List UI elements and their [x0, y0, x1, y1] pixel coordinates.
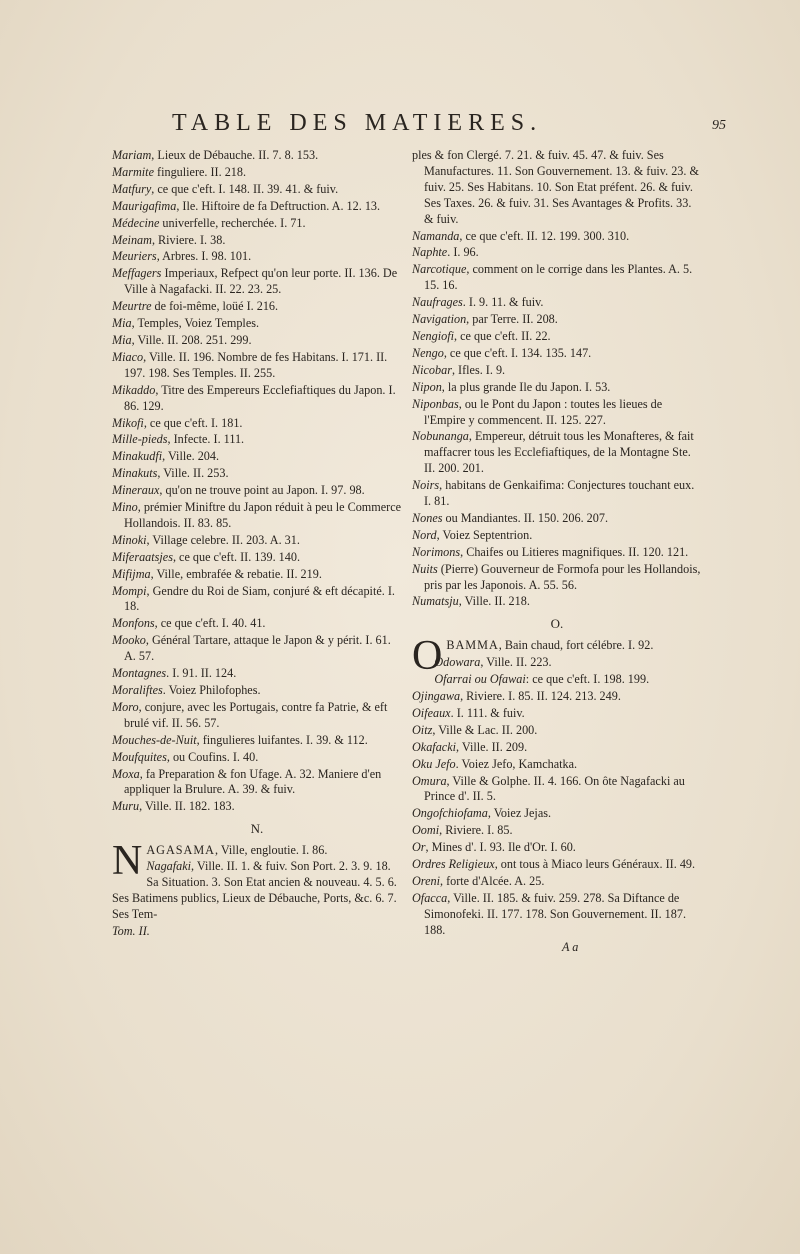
entry-heading: Marmite	[112, 164, 154, 179]
entry-text: : ce que c'eft. I. 198. 199.	[525, 672, 650, 687]
entry-heading: Miferaatsjes	[112, 549, 173, 564]
entry-heading: Mompi	[112, 583, 147, 598]
entry-text: , Ville. II. 209.	[456, 739, 528, 754]
index-entry	[112, 633, 402, 665]
index-entry	[112, 316, 402, 332]
entry-heading: Niponbas	[412, 396, 459, 411]
entry-text: , Riviere. I. 85. II. 124. 213. 249.	[460, 689, 621, 703]
index-entry	[112, 299, 402, 315]
index-entry	[112, 350, 402, 382]
index-entry	[412, 528, 702, 544]
entry-heading: Oifeaux	[412, 705, 451, 720]
entry-text: , Voiez Septentrion.	[436, 527, 533, 542]
left-column	[112, 148, 402, 940]
index-entry	[112, 550, 402, 566]
entry-heading: Okafacki	[412, 739, 456, 754]
index-entry	[112, 799, 402, 815]
index-entry	[112, 165, 402, 181]
entry-heading: Moro	[112, 699, 139, 714]
page-number: 95	[712, 118, 726, 133]
entry-heading: Nagafaki	[146, 859, 192, 874]
signature-mark: A a	[562, 939, 579, 954]
entry-lead: AGASAMA	[146, 843, 215, 858]
entry-heading: Nengiofi	[412, 328, 454, 343]
entry-text: ples & fon Clergé. 7. 21. & fuiv. 45. 47. & fuiv. Ses Manufactures. 11. Son Gouvernement. 13. & fuiv. 23. & fuiv. 25. Ses Habitans. 10. Son Etat préfent. 26. & fuiv. Ses Taxes. 26. & fuiv. 31. Ses Avantages & Profits. 33. & fuiv.	[412, 148, 699, 226]
index-entry	[112, 666, 402, 682]
entry-heading: Nord	[412, 527, 437, 542]
index-entry	[412, 874, 702, 890]
entry-heading: Muru	[112, 799, 140, 814]
section-letter-n: N.	[250, 821, 264, 837]
entry-text: . Voiez Philofophes.	[162, 683, 261, 697]
index-entry	[112, 733, 402, 749]
entry-text: , Ile. Hiftoire de fa Deftruction. A. 12. 13.	[176, 198, 381, 213]
entry-heading: Meurtre	[112, 299, 152, 314]
entry-heading: Mouches-de-Nuit	[112, 732, 197, 747]
index-entry	[112, 249, 402, 265]
entry-text: , Gendre du Roi de Siam, conjuré & eft décapité. I. 18.	[124, 583, 395, 614]
entry-text: , la plus grande Ile du Japon. I. 53.	[441, 379, 611, 394]
volume-footer: Tom. II.	[112, 923, 150, 938]
entry-text: , conjure, avec les Portugais, contre fa Patrie, & eft brulé vif. II. 56. 57.	[124, 699, 388, 730]
entry-text: , ce que c'eft. II. 22.	[453, 328, 551, 343]
entry-text: , ce que c'eft. I. 134. 135. 147.	[443, 345, 592, 360]
entry-heading: Mia	[112, 332, 132, 347]
index-entry	[112, 466, 402, 482]
page-title: TABLE DES MATIERES.	[172, 110, 543, 136]
entry-heading: Oku Jefo	[412, 756, 456, 771]
entry-text: , Voiez Jejas.	[487, 806, 552, 821]
entry-heading: Ofacca	[412, 890, 448, 905]
index-entry	[112, 266, 402, 298]
entry-heading: Oitz	[412, 722, 433, 737]
section-letter-o: O.	[550, 616, 564, 632]
index-entry	[412, 562, 702, 594]
index-entry	[412, 245, 702, 261]
entry-text: , Ville & Lac. II. 200.	[432, 722, 538, 737]
entry-text: , Ville. II. 1. & fuiv. Son Port. 2. 3. 9. 18. Sa Situation. 3. Son Etat ancien & nouveau. 4. 5. 6. Ses Batimens publics, Lieux de Débauche, Ports, &c. 6. 7. Ses Tem-	[112, 859, 397, 921]
index-entry	[112, 750, 402, 766]
entry-text: Imperiaux, Refpect qu'on leur porte. II. 136. De Ville à Nagafacki. II. 22. 23. 25.	[124, 266, 398, 297]
entry-text: , ce que c'eft. I. 148. II. 39. 41. & fuiv.	[151, 181, 339, 196]
entry-heading: Médecine	[112, 215, 160, 230]
entry-text: (Pierre) Gouverneur de Formofa pour les Hollandois, pris par les Japonois. A. 55. 56.	[424, 561, 701, 592]
entry-heading: Nicobar	[412, 362, 452, 377]
index-entry	[112, 533, 402, 549]
entry-text: . Voiez Jefo, Kamchatka.	[455, 756, 578, 771]
entry-text: , ce que c'eft. II. 12. 199. 300. 310.	[459, 228, 630, 243]
index-entry	[112, 700, 402, 732]
entry-heading: Nengo	[412, 345, 444, 360]
entry-heading: Minakuts	[112, 466, 158, 481]
entry-text: , Ville, engloutie. I. 86.	[214, 843, 328, 858]
index-entry	[412, 148, 702, 228]
index-entry	[112, 148, 402, 164]
index-entry	[412, 478, 702, 510]
entry-heading: Ordres Religieux	[412, 857, 495, 872]
index-entry	[112, 767, 402, 799]
entry-text: . I. 96.	[447, 245, 479, 260]
index-entry	[412, 891, 702, 939]
index-entry	[412, 380, 702, 396]
index-entry	[112, 233, 402, 249]
index-entry	[412, 740, 702, 756]
entry-heading: Meffagers	[112, 266, 162, 281]
index-entry	[112, 199, 402, 215]
index-entry	[412, 363, 702, 379]
entry-heading: Nones	[412, 510, 443, 525]
entry-text: , Mines d'. I. 93. Ile d'Or. I. 60.	[425, 840, 576, 855]
entry-text: , forte d'Alcée. A. 25.	[439, 873, 545, 888]
entry-heading: Mifijma	[112, 566, 151, 581]
entry-heading: Norimons	[412, 544, 461, 559]
index-entry	[412, 706, 702, 722]
entry-heading: Maurigafima	[112, 198, 177, 213]
entry-text: , ce que c'eft. I. 40. 41.	[154, 616, 266, 631]
entry-text: , ou le Pont du Japon : toutes les lieues de l'Empire y commencent. II. 125. 227.	[424, 396, 663, 427]
entry-text: ou Mandiantes. II. 150. 206. 207.	[442, 510, 608, 525]
entry-heading: Mino	[112, 500, 138, 515]
entry-text: , Général Tartare, attaque le Japon & y périt. I. 61. A. 57.	[124, 633, 391, 664]
index-entry	[412, 857, 702, 873]
index-entry	[112, 432, 402, 448]
dropcap-n: N	[112, 838, 143, 885]
page-header	[0, 110, 800, 140]
entry-heading: Ongofchiofama	[412, 806, 488, 821]
index-entry	[412, 774, 702, 806]
entry-heading: Narcotique	[412, 262, 467, 277]
signature-footer	[412, 940, 702, 956]
entry-heading: Meuriers	[112, 249, 157, 264]
index-entry	[112, 616, 402, 632]
entry-text: , Ville. II. 185. & fuiv. 259. 278. Sa Diftance de Simonofeki. II. 177. 178. Son Gouvernement. II. 187. 188.	[424, 890, 686, 937]
index-entry	[112, 333, 402, 349]
entry-heading: Mikofi	[112, 415, 144, 430]
entry-heading: Minoki	[112, 532, 147, 547]
entry-text: , ont tous à Miaco leurs Généraux. II. 49.	[494, 857, 696, 872]
index-entry	[412, 723, 702, 739]
entry-heading: Nobunanga	[412, 429, 469, 444]
entry-heading: Mia	[112, 316, 132, 331]
entry-text: , fingulieres luifantes. I. 39. & 112.	[196, 732, 368, 747]
entry-text: , habitans de Genkaifima: Conjectures touchant eux. I. 81.	[424, 478, 695, 509]
index-entry	[112, 416, 402, 432]
entry-heading: Nuits	[412, 561, 438, 576]
entry-heading: Moxa	[112, 766, 140, 781]
index-entry	[412, 397, 702, 429]
index-entry	[112, 500, 402, 532]
entry-text: , Empereur, détruit tous les Monafteres, & fait maffacrer tous les Ecclefiaftiques, de la Montagne Ste. II. 200. 201.	[424, 429, 694, 476]
entry-text: , ou Coufins. I. 40.	[166, 749, 259, 764]
index-entry	[412, 329, 702, 345]
entry-text: , Bain chaud, fort célébre. I. 92.	[498, 638, 654, 653]
entry-heading: Montagnes	[112, 666, 167, 681]
entry-text: , par Terre. II. 208.	[466, 312, 558, 327]
index-entry	[412, 594, 702, 610]
entry-text: , Ville. II. 218.	[458, 594, 530, 609]
entry-text: , Ville, embrafée & rebatie. II. 219.	[150, 566, 322, 581]
entry-text: , Lieux de Débauche. II. 7. 8. 153.	[151, 148, 319, 162]
index-entry	[112, 216, 402, 232]
index-entry	[412, 655, 702, 671]
entry-heading: Or	[412, 840, 426, 855]
entry-heading: Moufquites	[112, 749, 167, 764]
entry-text: , Ifles. I. 9.	[451, 362, 506, 377]
entry-heading: Mineraux	[112, 483, 160, 498]
entry-heading: Mariam	[112, 148, 152, 162]
entry-lead: BAMMA	[446, 638, 499, 653]
entry-text: , Infecte. I. 111.	[167, 432, 245, 447]
entry-text: , prémier Miniftre du Japon réduit à peu le Commerce Hollandois. II. 83. 85.	[124, 500, 402, 530]
entry-heading: Odowara	[434, 655, 481, 670]
entry-heading: Mikaddo	[112, 382, 156, 397]
index-entry	[112, 584, 402, 616]
dropcap-o: O	[412, 633, 443, 680]
entry-heading: Naphte	[412, 245, 448, 260]
entry-text: , comment on le corrige dans les Plantes. A. 5. 15. 16.	[424, 262, 693, 293]
index-entry	[412, 823, 702, 839]
entry-heading: Nipon	[412, 379, 442, 394]
index-entry	[412, 689, 702, 705]
entry-heading: Oreni	[412, 873, 440, 888]
entry-text: , ce que c'eft. II. 139. 140.	[172, 549, 301, 564]
entry-text: , Village celebre. II. 203. A. 31.	[146, 532, 300, 547]
entry-heading: Omura	[412, 773, 447, 788]
index-entry	[112, 182, 402, 198]
index-entry	[412, 429, 702, 477]
index-entry	[112, 449, 402, 465]
index-entry	[412, 229, 702, 245]
index-entry	[412, 806, 702, 822]
entry-heading: Oomi	[412, 823, 440, 838]
entry-text: , fa Preparation & fon Ufage. A. 32. Maniere d'en appliquer la Brulure. A. 39. & fuiv.	[124, 766, 382, 797]
index-entry	[412, 312, 702, 328]
entry-heading: Ofarrai ou Ofawai	[434, 672, 526, 687]
index-entry	[112, 483, 402, 499]
entry-heading: Minakudfi	[112, 449, 163, 464]
index-entry	[112, 567, 402, 583]
entry-heading: Miaco	[112, 349, 144, 364]
index-entry	[412, 262, 702, 294]
entry-text: , Titre des Empereurs Ecclefiaftiques du Japon. I. 86. 129.	[124, 382, 396, 413]
entry-text: , Ville. II. 196. Nombre de fes Habitans. I. 171. II. 197. 198. Ses Temples. II. 255.	[124, 349, 388, 380]
entry-text: , Arbres. I. 98. 101.	[156, 249, 252, 264]
entry-text: , Ville. II. 223.	[480, 655, 552, 670]
entry-text: , Riviere. I. 85.	[439, 823, 513, 838]
entry-heading: Navigation	[412, 312, 467, 327]
entry-text: , Ville & Golphe. II. 4. 166. On ôte Nagafacki au Prince d'. II. 5.	[424, 773, 685, 804]
entry-text: finguliere. II. 218.	[153, 164, 247, 179]
entry-heading: Mille-pieds	[112, 432, 168, 447]
index-entry	[412, 511, 702, 527]
entry-text: , Chaifes ou Litieres magnifiques. II. 120. 121.	[460, 544, 689, 559]
entry-text: . I. 91. II. 124.	[166, 666, 237, 681]
index-entry	[112, 383, 402, 415]
entry-text: , Ville. II. 208. 251. 299.	[131, 332, 252, 347]
entry-heading: Moraliftes	[112, 683, 163, 697]
entry-heading: Meinam	[112, 232, 152, 247]
index-entry	[412, 840, 702, 856]
entry-heading: Monfons	[112, 616, 155, 631]
entry-text: , Ville. II. 182. 183.	[139, 799, 235, 814]
entry-text: , ce que c'eft. I. 181.	[143, 415, 243, 430]
right-column	[412, 148, 702, 956]
index-entry	[412, 545, 702, 561]
entry-text: , Ville. 204.	[162, 449, 220, 464]
entry-heading: Noirs	[412, 478, 440, 493]
entry-heading: Ojingawa	[412, 689, 461, 703]
entry-text: , Ville. II. 253.	[157, 466, 229, 481]
entry-text: univerfelle, recherchée. I. 71.	[159, 215, 306, 230]
entry-heading: Naufrages	[412, 295, 463, 310]
entry-text: , Riviere. I. 38.	[151, 232, 226, 247]
entry-text: . I. 9. 11. & fuiv.	[462, 295, 544, 310]
entry-heading: Mooko	[112, 633, 146, 648]
entry-text: . I. 111. & fuiv.	[450, 705, 525, 720]
index-entry-dropcap-n	[112, 838, 402, 923]
index-entry	[412, 757, 702, 773]
entry-text: de foi-même, loüé I. 216.	[151, 299, 279, 314]
entry-heading: Numatsju	[412, 594, 459, 609]
index-entry	[412, 346, 702, 362]
entry-text: , qu'on ne trouve point au Japon. I. 97. 98.	[159, 483, 365, 498]
entry-heading: Namanda	[412, 228, 460, 243]
index-entry	[412, 295, 702, 311]
entry-heading: Matfury	[112, 181, 152, 196]
index-entry	[112, 683, 402, 699]
entry-text: , Temples, Voiez Temples.	[131, 316, 260, 331]
index-entry	[412, 672, 702, 688]
